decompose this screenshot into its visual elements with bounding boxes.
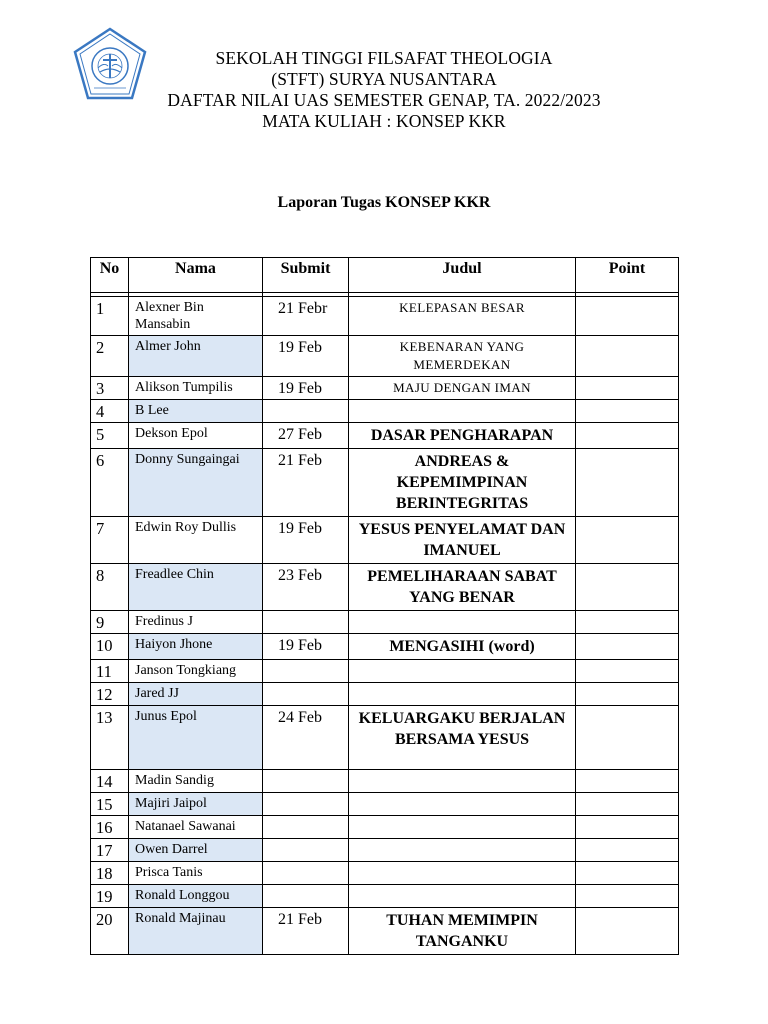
row-submit xyxy=(263,400,349,423)
table-row xyxy=(91,297,679,336)
row-judul: KEBENARAN YANG MEMERDEKAN xyxy=(349,336,576,377)
row-submit xyxy=(263,793,349,816)
row-point xyxy=(576,770,679,793)
table-row xyxy=(91,885,679,908)
row-no: 20 xyxy=(91,908,129,955)
table-row xyxy=(91,377,679,400)
row-nama: Natanael Sawanai xyxy=(129,816,263,839)
row-judul: DASAR PENGHARAPAN xyxy=(349,423,576,449)
row-no: 3 xyxy=(91,377,129,400)
row-nama: Edwin Roy Dullis xyxy=(129,517,263,564)
row-nama: Ronald Longgou xyxy=(129,885,263,908)
row-nama: Alexner Bin Mansabin xyxy=(129,297,263,336)
row-no: 6 xyxy=(91,449,129,517)
row-judul: MENGASIHI (word) xyxy=(349,634,576,660)
row-no: 4 xyxy=(91,400,129,423)
row-point xyxy=(576,908,679,955)
table-row xyxy=(91,564,679,611)
row-nama: Prisca Tanis xyxy=(129,862,263,885)
table-row xyxy=(91,449,679,517)
row-point xyxy=(576,862,679,885)
row-no: 13 xyxy=(91,706,129,770)
row-no: 9 xyxy=(91,611,129,634)
row-point xyxy=(576,634,679,660)
header-point: Point xyxy=(576,258,679,293)
row-submit xyxy=(263,839,349,862)
table-row xyxy=(91,770,679,793)
row-nama: Freadlee Chin xyxy=(129,564,263,611)
row-submit: 23 Feb xyxy=(263,564,349,611)
row-judul xyxy=(349,683,576,706)
row-point xyxy=(576,564,679,611)
row-submit xyxy=(263,862,349,885)
row-submit: 19 Feb xyxy=(263,336,349,377)
row-nama: Majiri Jaipol xyxy=(129,793,263,816)
row-nama: Madin Sandig xyxy=(129,770,263,793)
table-row xyxy=(91,336,679,377)
row-judul: KELEPASAN BESAR xyxy=(349,297,576,336)
table-row xyxy=(91,517,679,564)
row-nama: Janson Tongkiang xyxy=(129,660,263,683)
row-no: 8 xyxy=(91,564,129,611)
row-point xyxy=(576,706,679,770)
row-no: 14 xyxy=(91,770,129,793)
row-submit xyxy=(263,770,349,793)
row-nama: Ronald Majinau xyxy=(129,908,263,955)
row-no: 7 xyxy=(91,517,129,564)
row-nama: Owen Darrel xyxy=(129,839,263,862)
school-seal-logo xyxy=(70,26,150,104)
row-judul xyxy=(349,885,576,908)
row-no: 10 xyxy=(91,634,129,660)
row-judul xyxy=(349,660,576,683)
table-row xyxy=(91,683,679,706)
row-point xyxy=(576,449,679,517)
row-point xyxy=(576,423,679,449)
header-submit: Submit xyxy=(263,258,349,293)
row-nama: Haiyon Jhone xyxy=(129,634,263,660)
row-nama: Donny Sungaingai xyxy=(129,449,263,517)
table-row xyxy=(91,611,679,634)
row-submit: 19 Feb xyxy=(263,377,349,400)
row-judul: PEMELIHARAAN SABAT YANG BENAR xyxy=(349,564,576,611)
row-judul: ANDREAS & KEPEMIMPINAN BERINTEGRITAS xyxy=(349,449,576,517)
row-point xyxy=(576,683,679,706)
row-judul xyxy=(349,839,576,862)
row-no: 5 xyxy=(91,423,129,449)
table-row xyxy=(91,706,679,770)
row-judul xyxy=(349,611,576,634)
row-point xyxy=(576,611,679,634)
row-point xyxy=(576,377,679,400)
row-judul xyxy=(349,770,576,793)
table-row xyxy=(91,908,679,955)
row-judul xyxy=(349,793,576,816)
row-judul xyxy=(349,400,576,423)
row-submit: 21 Feb xyxy=(263,449,349,517)
report-subtitle: Laporan Tugas KONSEP KKR xyxy=(277,194,491,211)
row-submit: 21 Feb xyxy=(263,908,349,955)
row-judul: TUHAN MEMIMPIN TANGANKU xyxy=(349,908,576,955)
row-judul: MAJU DENGAN IMAN xyxy=(349,377,576,400)
row-no: 15 xyxy=(91,793,129,816)
course-title: MATA KULIAH : KONSEP KKR xyxy=(262,111,506,131)
table-row xyxy=(91,400,679,423)
row-point xyxy=(576,839,679,862)
row-judul xyxy=(349,816,576,839)
row-no: 1 xyxy=(91,297,129,336)
row-nama: Fredinus J xyxy=(129,611,263,634)
row-submit: 21 Febr xyxy=(263,297,349,336)
table-row xyxy=(91,660,679,683)
table-row xyxy=(91,423,679,449)
row-submit: 27 Feb xyxy=(263,423,349,449)
header-judul: Judul xyxy=(349,258,576,293)
row-point xyxy=(576,816,679,839)
document-header xyxy=(150,48,618,132)
row-point xyxy=(576,793,679,816)
row-submit: 24 Feb xyxy=(263,706,349,770)
row-point xyxy=(576,885,679,908)
header-nama: Nama xyxy=(129,258,263,293)
row-submit xyxy=(263,660,349,683)
row-nama: Almer John xyxy=(129,336,263,377)
row-submit xyxy=(263,885,349,908)
row-point xyxy=(576,517,679,564)
row-judul xyxy=(349,862,576,885)
institution-abbrev: (STFT) SURYA NUSANTARA xyxy=(271,69,497,89)
row-nama: Dekson Epol xyxy=(129,423,263,449)
row-submit xyxy=(263,611,349,634)
table-row xyxy=(91,634,679,660)
row-point xyxy=(576,336,679,377)
table-row xyxy=(91,816,679,839)
grades-table xyxy=(90,257,679,955)
row-judul: YESUS PENYELAMAT DAN IMANUEL xyxy=(349,517,576,564)
row-nama: Junus Epol xyxy=(129,706,263,770)
row-point xyxy=(576,400,679,423)
row-submit: 19 Feb xyxy=(263,634,349,660)
table-row xyxy=(91,839,679,862)
row-submit xyxy=(263,683,349,706)
row-nama: Jared JJ xyxy=(129,683,263,706)
row-no: 17 xyxy=(91,839,129,862)
row-nama: Alikson Tumpilis xyxy=(129,377,263,400)
document-title: DAFTAR NILAI UAS SEMESTER GENAP, TA. 2022/2023 xyxy=(167,90,601,110)
row-no: 11 xyxy=(91,660,129,683)
header-no: No xyxy=(91,258,129,293)
row-point xyxy=(576,297,679,336)
row-submit: 19 Feb xyxy=(263,517,349,564)
table-row xyxy=(91,862,679,885)
row-nama: B Lee xyxy=(129,400,263,423)
row-judul: KELUARGAKU BERJALAN BERSAMA YESUS xyxy=(349,706,576,770)
table-row xyxy=(91,793,679,816)
row-no: 12 xyxy=(91,683,129,706)
institution-name: SEKOLAH TINGGI FILSAFAT THEOLOGIA xyxy=(215,48,553,68)
row-submit xyxy=(263,816,349,839)
row-no: 19 xyxy=(91,885,129,908)
row-no: 2 xyxy=(91,336,129,377)
row-point xyxy=(576,660,679,683)
row-no: 16 xyxy=(91,816,129,839)
table-header-row xyxy=(91,258,679,293)
row-no: 18 xyxy=(91,862,129,885)
